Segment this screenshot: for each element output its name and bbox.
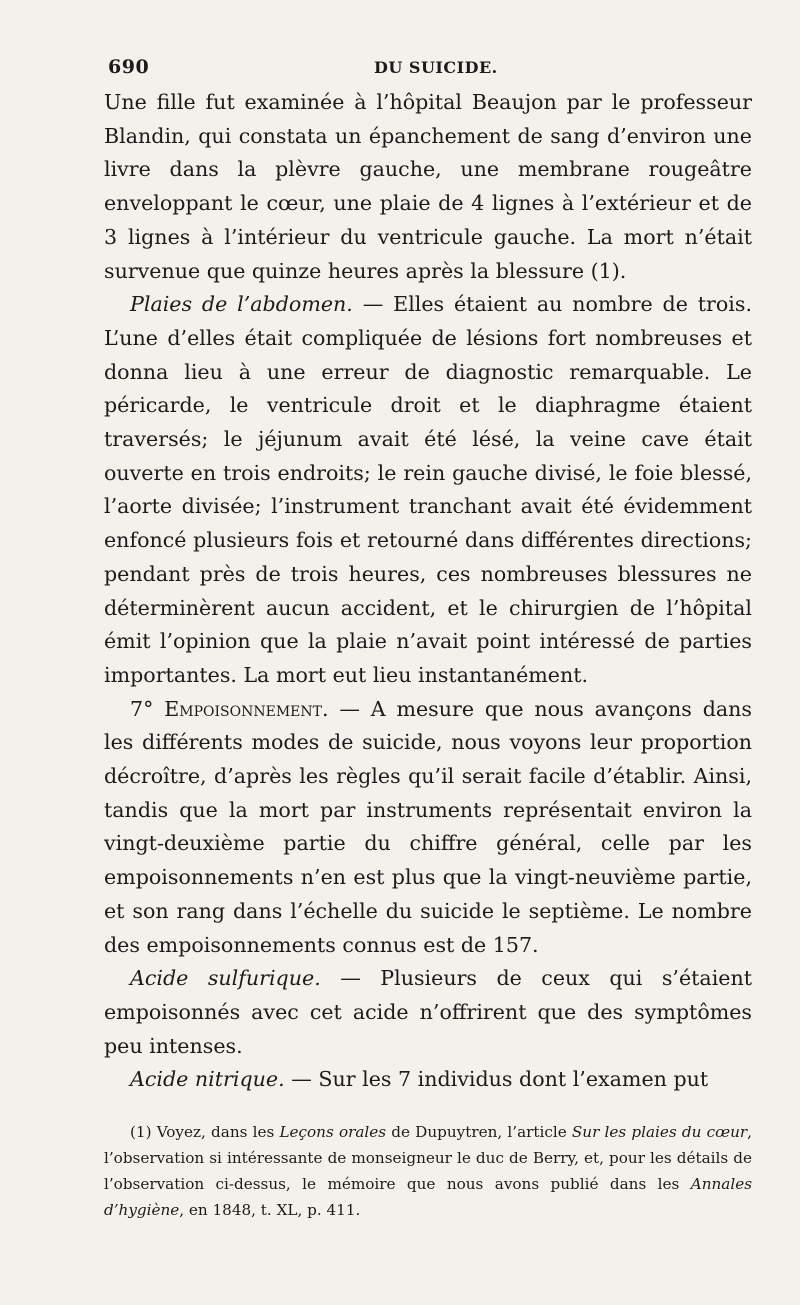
section-lead-acide-sulfurique: Acide sulfurique. (130, 966, 321, 991)
section-lead-acide-nitrique: Acide nitrique. (130, 1067, 285, 1092)
body-text (104, 86, 752, 1097)
paragraph-acide-nitrique (104, 1063, 752, 1097)
paragraph-empoisonnement (104, 693, 752, 963)
paragraph-acide-sulfurique (104, 962, 752, 1063)
page-number: 690 (108, 56, 150, 78)
footnote-marker: (1) (130, 1123, 152, 1142)
running-title: DU SUICIDE. (374, 58, 498, 77)
paragraph-text: — Plusieurs de ceux qui s’étaient empoisonnés avec cet acide n’offrirent que des symptômes peu intenses. (104, 966, 753, 1058)
footnote-citation: Annales d’hygiène (104, 1175, 752, 1220)
paragraph-text: — A mesure que nous avançons dans les différents modes de suicide, nous voyons leur proportion décroître, d’après les règles qu’il serait facile d’établir. Ainsi, tandis que la mort par instruments représentait environ la vingt-deuxième partie du chiffre général, celle par les empoisonnements n’en est plus que la vingt-neuvième partie, et son rang dans l’échelle du suicide le septième. Le nombre des empoisonnements connus est de 157. (104, 696, 752, 957)
footnote-1 (104, 1119, 752, 1223)
paragraph-abdomen (104, 288, 752, 692)
section-lead-empoisonnement: Empoisonnement. (164, 696, 329, 721)
paragraph-text: Une fille fut examinée à l’hôpital Beaujon par le professeur Blandin, qui constata un épanchement de sang d’environ une livre dans la plèvre gauche, une membrane rougeâtre enveloppant le cœur, une plaie de 4 lignes à l’extérieur et de 3 lignes à l’intérieur du ventricule gauche. La mort n’était survenue que quinze heures après la blessure (1). (104, 90, 752, 283)
footnote-text: de Dupuytren, l’article (386, 1123, 572, 1142)
footnote-citation: Leçons orales (279, 1123, 387, 1142)
page-header (104, 52, 752, 86)
paragraph-beaujon (104, 86, 752, 288)
footnote-citation: Sur les plaies du cœur (571, 1123, 748, 1142)
footnote-text: Voyez, dans les (151, 1123, 280, 1142)
footnote-text: , l’observation si intéressante de monseigneur le duc de Berry, et, pour les détails de l’observation ci-dessus, le mémoire que nous avons publié dans les (104, 1123, 752, 1194)
paragraph-text: — Elles étaient au nombre de trois. L’une d’elles était compliquée de lésions fort nombreuses et donna lieu à une erreur de diagnostic remarquable. Le péricarde, le ventricule droit et le diaphragme étaient traversés; le jéjunum avait été lésé, la veine cave était ouverte en trois endroits; le rein gauche divisé, le foie blessé, l’aorte divisée; l’instrument tranchant avait été évidemment enfoncé plusieurs fois et retourné dans différentes directions; pendant près de trois heures, ces nombreuses blessures ne déterminèrent aucun accident, et le chirurgien de l’hôpital émit l’opinion que la plaie n’avait point intéressé de parties importantes. La mort eut lieu instantanément. (104, 292, 753, 687)
footnotes (104, 1119, 752, 1223)
section-number: 7° (130, 696, 154, 721)
section-lead-abdomen: Plaies de l’abdomen. (130, 292, 353, 317)
footnote-text: , en 1848, t. XL, p. 411. (179, 1201, 361, 1220)
paragraph-text: — Sur les 7 individus dont l’examen put (284, 1067, 709, 1092)
